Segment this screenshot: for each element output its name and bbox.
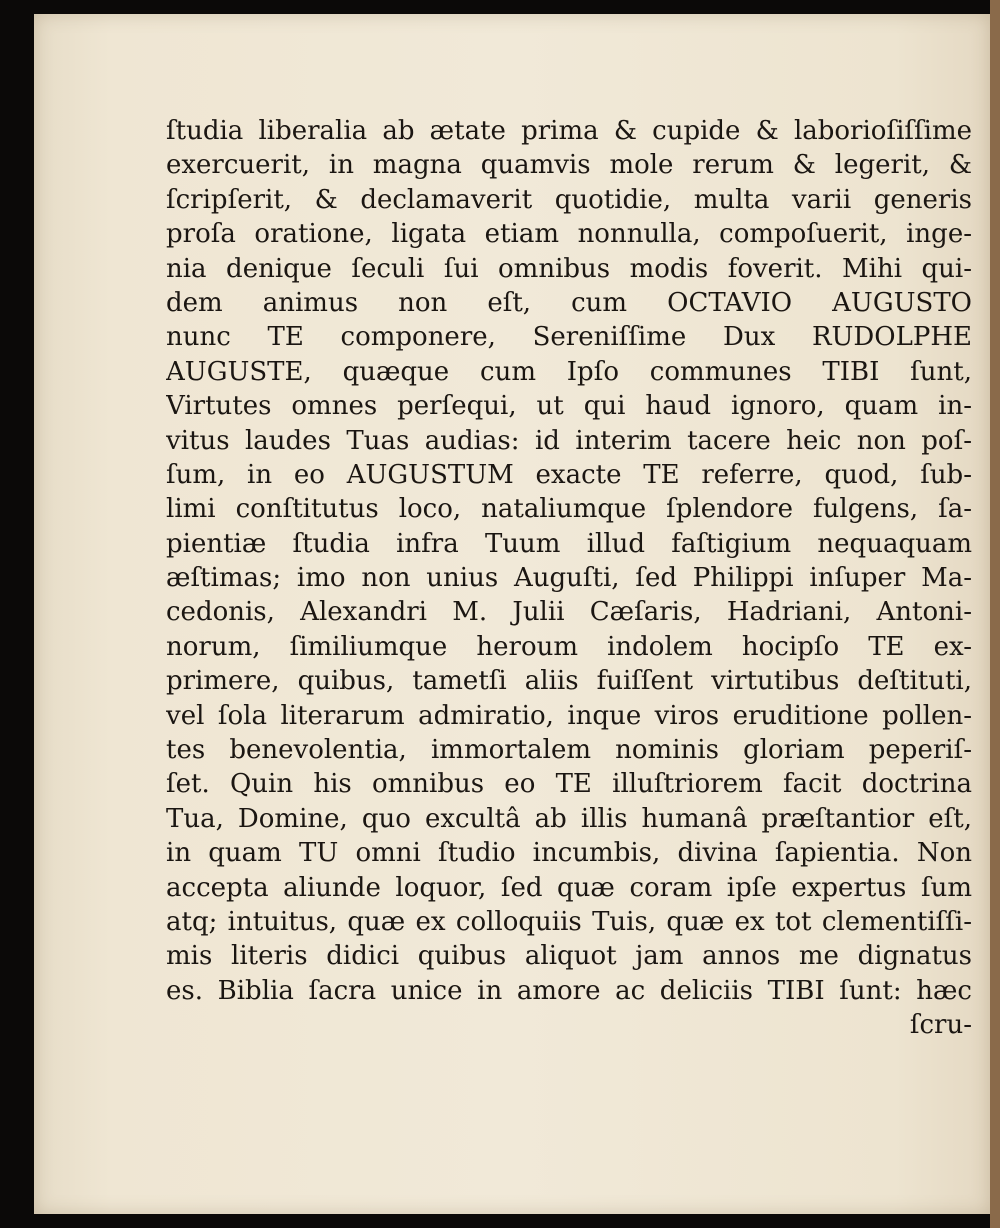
text-line-2: exercuerit, in magna quamvis mole rerum & legerit, & (166, 150, 972, 181)
text-line-10: vitus laudes Tuas audias: id interim tacere heic non poſ- (166, 425, 972, 456)
text-line-1: ſtudia liberalia ab ætate prima & cupide & laborioſiſſime (166, 116, 972, 146)
text-line-17: primere, quibus, tametſi aliis fuiſſent virtutibus deſtituti, (166, 666, 972, 697)
text-line-4: proſa oratione, ligata etiam nonnulla, compoſuerit, inge- (166, 219, 972, 250)
text-line-25: mis literis didici quibus aliquot jam annos me dignatus (166, 941, 972, 972)
text-line-20: ſet. Quin his omnibus eo TE illuſtriorem facit doctrina (166, 769, 972, 800)
text-line-19: tes benevolentia, immortalem nominis gloriam peperiſ- (166, 735, 972, 766)
text-line-6: dem animus non eſt, cum OCTAVIO AUGUSTO (166, 287, 972, 318)
text-line-3: ſcripſerit, & declamaverit quotidie, multa varii generis (166, 184, 972, 215)
paper-page (34, 14, 990, 1214)
text-line-5: nia denique ſeculi ſui omnibus modis foverit. Mihi qui- (166, 253, 972, 284)
text-line-15: cedonis, Alexandri M. Julii Cæſaris, Hadriani, Antoni- (166, 597, 972, 628)
body-text (166, 114, 972, 1043)
text-line-22: in quam TU omni ſtudio incumbis, divina ſapientia. Non (166, 838, 972, 869)
text-line-8: AUGUSTE, quæque cum Ipſo communes TIBI ſunt, (166, 356, 972, 387)
text-line-16: norum, ſimiliumque heroum indolem hocipſo TE ex- (166, 631, 972, 662)
text-line-14: æſtimas; imo non unius Auguſti, ſed Philippi inſuper Ma- (166, 563, 972, 594)
text-line-21: Tua, Domine, quo excultâ ab illis humanâ præſtantior eſt, (166, 803, 972, 834)
text-line-9: Virtutes omnes perſequi, ut qui haud ignoro, quam in- (166, 391, 972, 422)
scan-edge-band (990, 0, 1000, 1228)
text-line-11: ſum, in eo AUGUSTUM exacte TE referre, quod, ſub- (166, 459, 972, 490)
text-line-13: pientiæ ſtudia infra Tuum illud faſtigium nequaquam (166, 528, 972, 559)
text-line-7: nunc TE componere, Sereniſſime Dux RUDOLPHE (166, 322, 972, 353)
catchword: ſcru- (909, 1010, 972, 1041)
text-line-26: es. Biblia ſacra unice in amore ac deliciis TIBI ſunt: hæc (166, 975, 972, 1006)
text-line-18: vel ſola literarum admiratio, inque viros eruditione pollen- (166, 700, 972, 731)
text-line-23: accepta aliunde loquor, ſed quæ coram ipſe expertus ſum (166, 872, 972, 903)
text-line-24: atq; intuitus, quæ ex colloquiis Tuis, quæ ex tot clementiſſi- (166, 906, 972, 937)
text-line-12: limi conſtitutus loco, nataliumque ſplendore fulgens, ſa- (166, 494, 972, 525)
